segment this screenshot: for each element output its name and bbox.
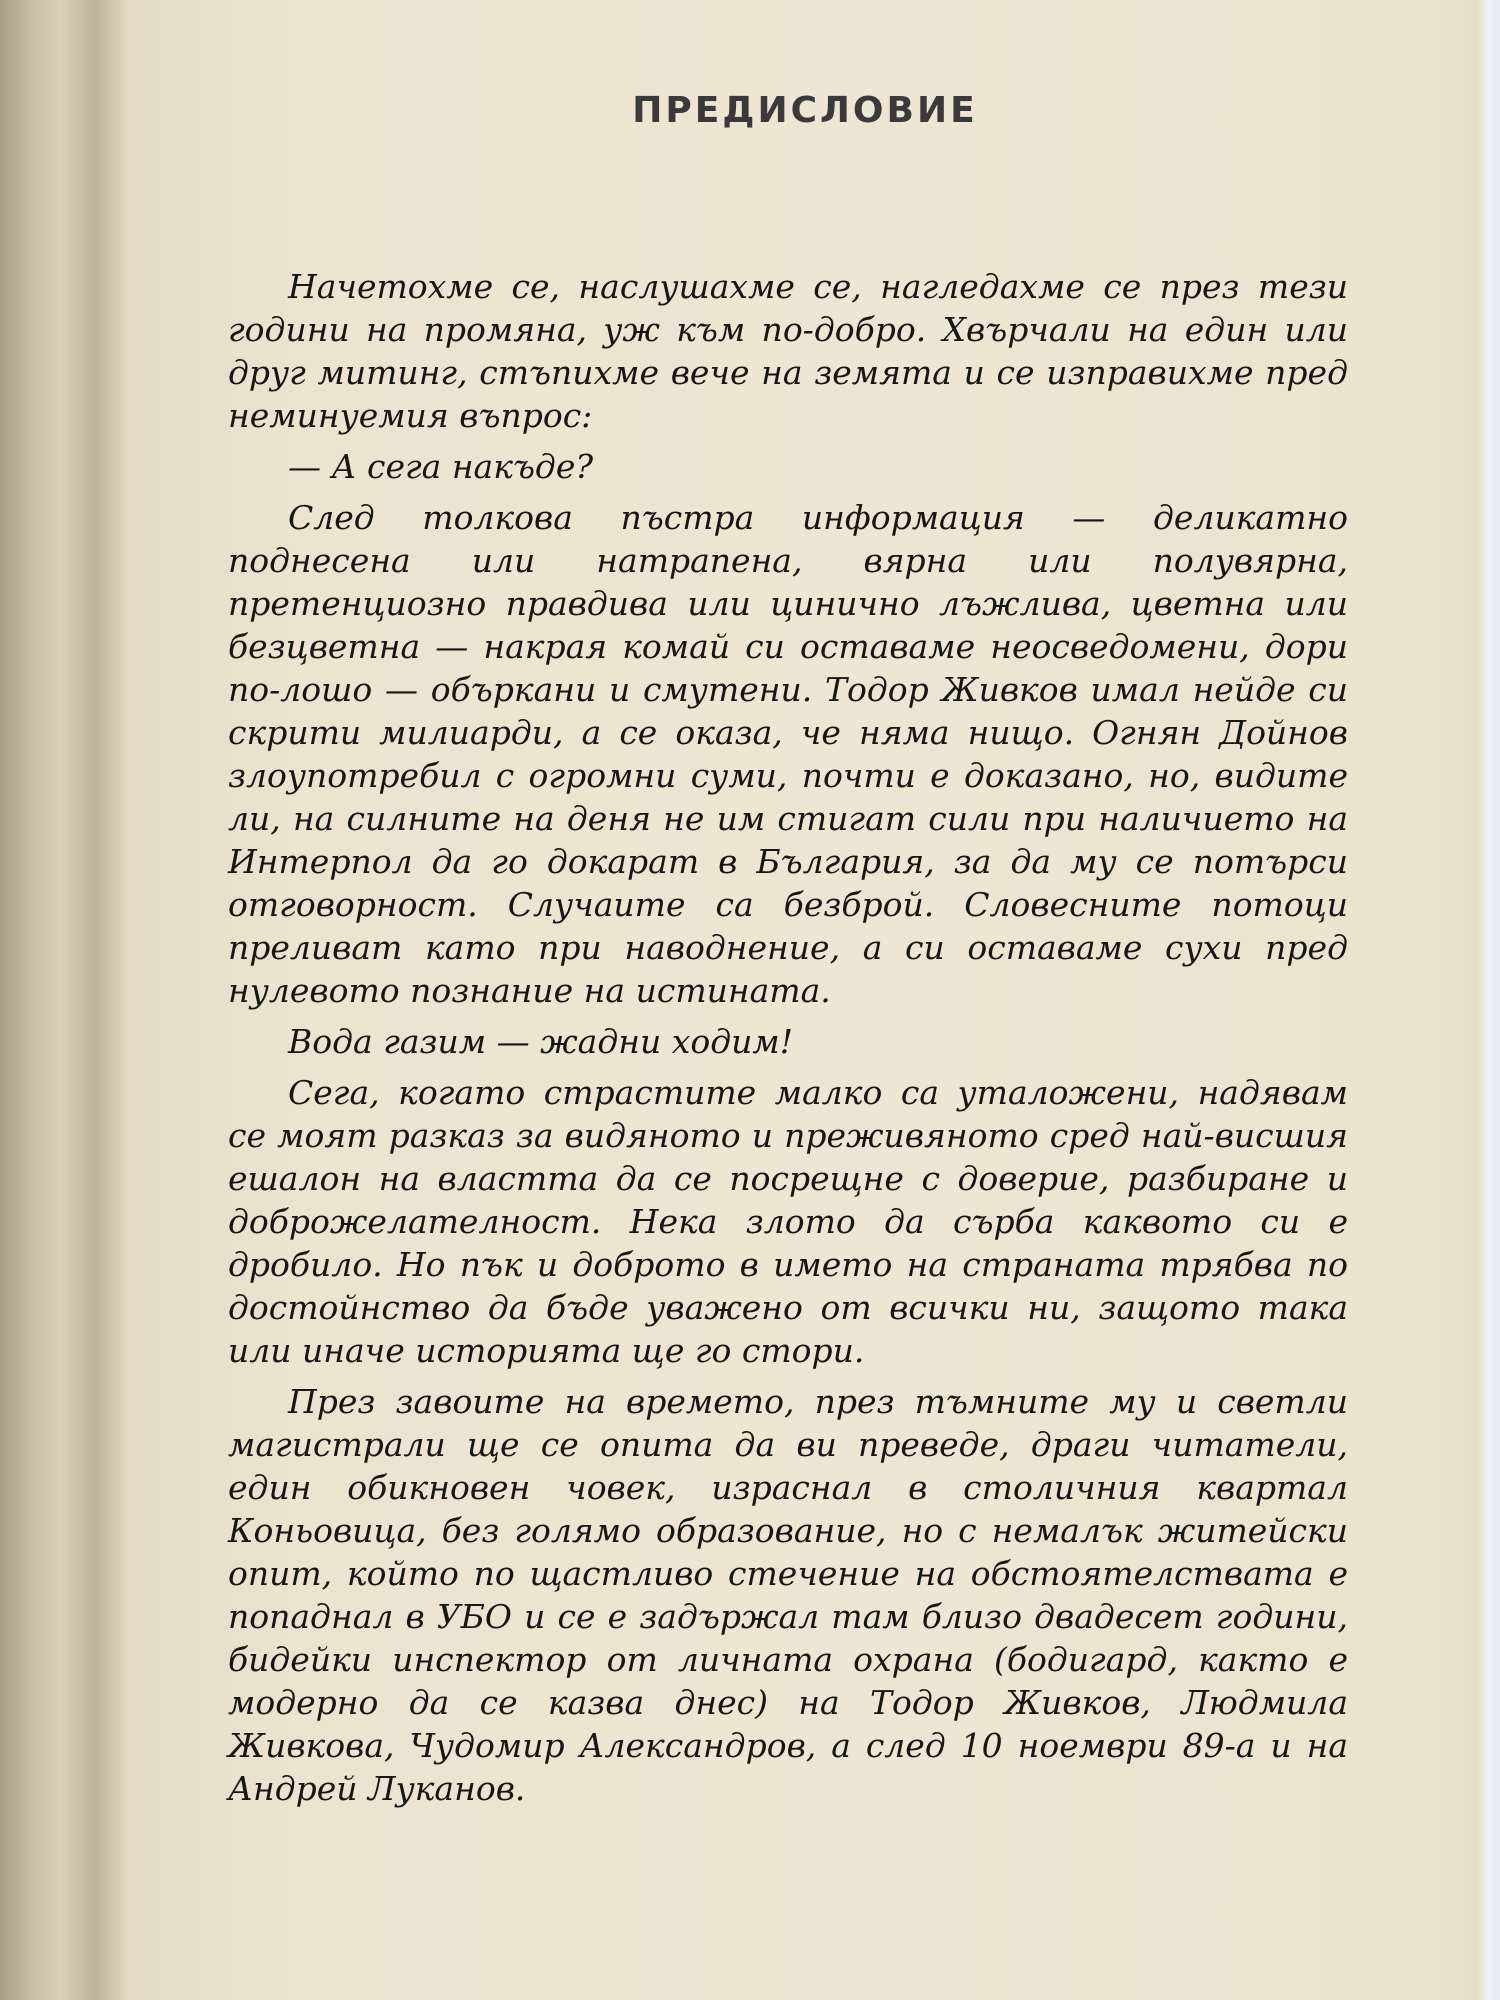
paragraph: Вода газим — жадни ходим! [288,1022,793,1061]
book-gutter [0,0,120,2000]
paragraph: Начетохме се, наслушахме се, нагледахме се през тези години на промяна, уж към по-добро. Хвърчали на един или друг митинг, стъпихме вече на земята и се изправихме пред неминуемия въпрос: [228,267,1348,435]
book-page [200,60,1470,1960]
paragraph: Сега, когато страстите малко са уталожени, надявам се моят разказ за видяното и преживяното сред най-висшия ешалон на властта да се посрещне с доверие, разбиране и доброжелателност. Нека злото да сърба каквото си е дробило. Но пък и доброто в името на страната трябва по достойнство да бъде уважено от всички ни, защото така или иначе историята ще го стори. [228,1073,1348,1370]
paragraph: След толкова пъстра информация — деликатно поднесена или натрапена, вярна или полувярна, претенциозно правдива или цинично лъжлива, цветна или безцветна — накрая комай си оставаме неосведомени, дори по-лошо — объркани и смутени. Тодор Живков имал нейде си скрити милиарди, а се оказа, че няма нищо. Огнян Дойнов злоупотребил с огромни суми, почти е доказано, но, видите ли, на силните на деня не им стигат сили при наличието на Интерпол да го докарат в България, за да му се потърси отговорност. Случаите са безброй. Словесните потоци преливат като при наводнение, а си оставаме сухи пред нулевото познание на истината. [228,498,1348,1010]
page-edge [1478,0,1500,2000]
paragraph: — А сега накъде? [288,447,594,486]
page-body [228,265,1348,1818]
page-title: ПРЕДИСЛОВИЕ [632,90,978,131]
paragraph: През завоите на времето, през тъмните му и светли магистрали ще се опита да ви преведе, драги читатели, един обикновен човек, израснал в столичния квартал Коньовица, без голямо образование, но с немалък житейски опит, който по щастливо стечение на обстоятелствата е попаднал в УБО и се е задържал там близо двадесет години, бидейки инспектор от личната охрана (бодигард, както е модерно да се казва днес) на Тодор Живков, Людмила Живкова, Чудомир Александров, а след 10 ноември 89-а и на Андрей Луканов. [228,1382,1348,1808]
